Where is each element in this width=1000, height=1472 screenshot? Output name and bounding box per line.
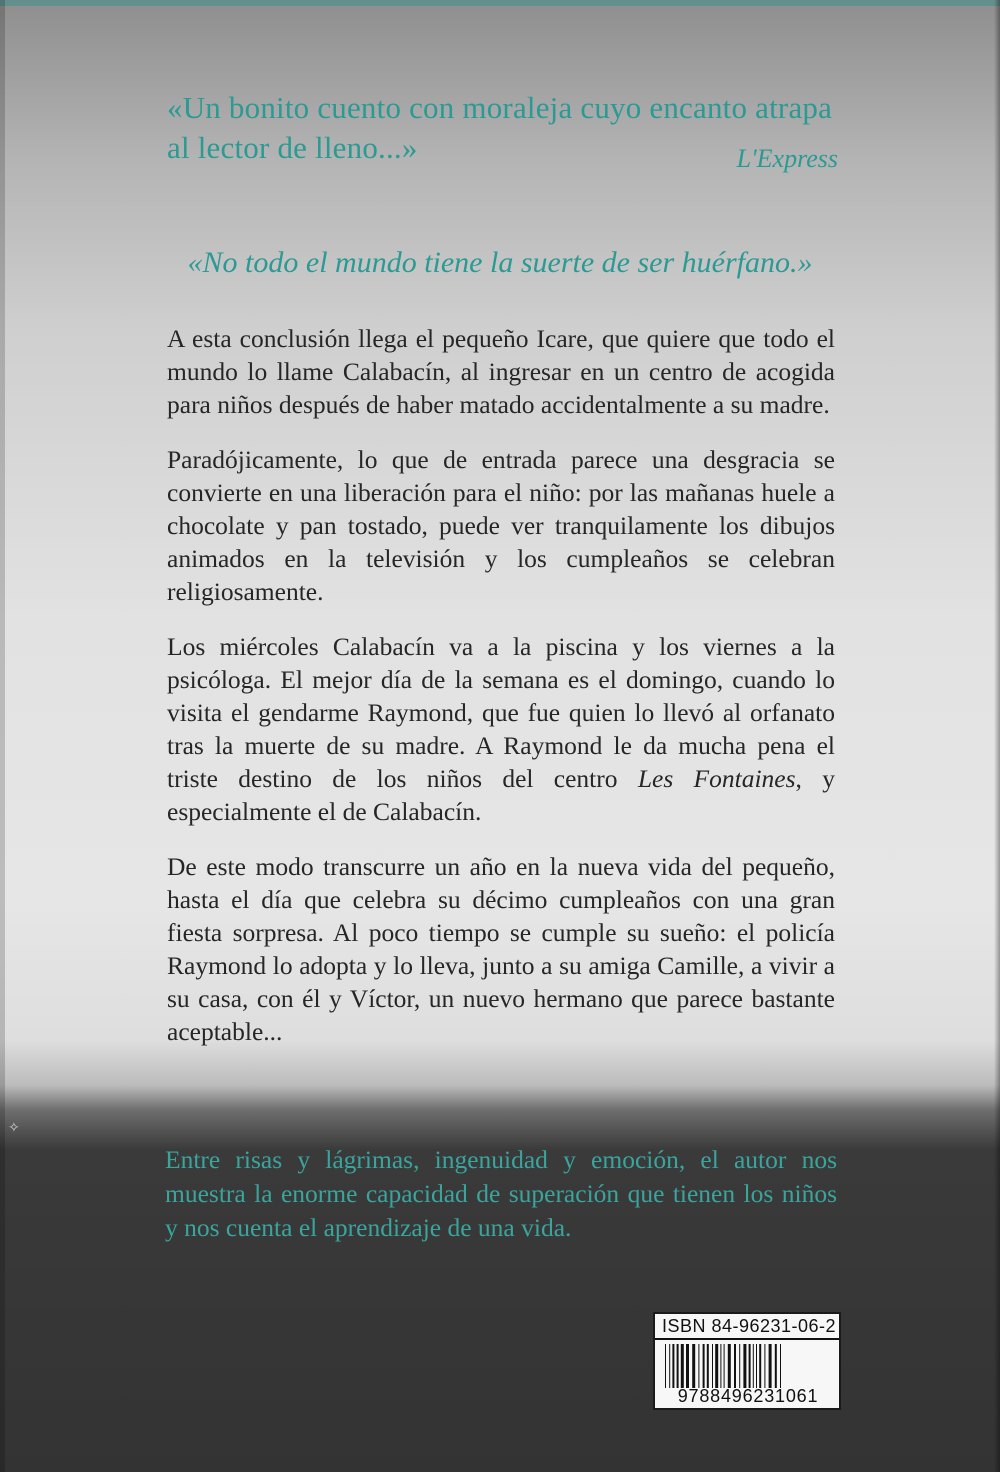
isbn-number: ISBN 84-96231-06-2 <box>661 1316 837 1336</box>
barcode-bar <box>665 1344 666 1388</box>
barcode-bar <box>677 1344 679 1388</box>
barcode-bar <box>724 1344 725 1388</box>
barcode-bar <box>764 1344 765 1388</box>
ean-number: 9788496231061 <box>677 1386 819 1406</box>
barcode-bar <box>669 1344 670 1388</box>
barcode-bar <box>672 1344 674 1388</box>
barcode-bar <box>734 1344 736 1388</box>
barcode-bar <box>759 1344 761 1388</box>
barcode-bar <box>703 1344 705 1388</box>
barcode-bar <box>743 1344 746 1388</box>
cover-right-edge <box>994 0 1000 1472</box>
synopsis-paragraph-4: De este modo transcurre un año en la nueva vida del pequeño, hasta el día que celebra su décimo cumpleaños con una gran fiesta sorpresa. Al poco tiempo se cumple su sueño: el policía Raymond lo adopta y lo lleva, junto a su amiga Camille, a vivir a su casa, con él y Víctor, un nuevo hermano que parece bastante aceptable... <box>167 852 835 1046</box>
barcode-bar <box>720 1344 721 1388</box>
synopsis-paragraph-3 <box>167 630 835 828</box>
barcode-bar <box>756 1344 757 1388</box>
barcode-bar <box>753 1344 754 1388</box>
barcode-bar <box>769 1344 772 1388</box>
barcode-bar <box>692 1344 695 1388</box>
cover-top-edge <box>0 0 1000 6</box>
barcode-bar <box>681 1344 684 1388</box>
barcode-bar <box>749 1344 751 1388</box>
closing-blurb: Entre risas y lágrimas, ingenuidad y emoción, el autor nos muestra la enorme capacidad de superación que tienen los niños y nos cuenta el aprendizaje de una vida. <box>165 1145 837 1242</box>
barcode-label <box>653 1312 841 1410</box>
synopsis-paragraph-2: Paradójicamente, lo que de entrada parece una desgracia se convierte en una liberación para el niño: por las mañanas huele a chocolate y pan tostado, puede ver tranquilamente los dibujos animados en la televisión y los cumpleaños se celebran religiosamente. <box>167 445 835 606</box>
synopsis <box>167 322 835 1048</box>
centre-name: Les Fontaines <box>637 764 796 793</box>
synopsis-paragraph-3-start: Los miércoles Calabacín va a la piscina y los viernes a la psicóloga. El mejor día de la semana es el domingo, cuando lo visita el gendarme Raymond, que fue quien lo llevó al orfanato tras la muerte de su madre. A Raymond le da mucha pena el triste destino de los niños del centro <box>167 632 835 793</box>
barcode-bars <box>663 1344 831 1388</box>
barcode-bar <box>775 1344 777 1388</box>
barcode-bar <box>707 1344 709 1388</box>
tagline-quote: «No todo el mundo tiene la suerte de ser huérfano.» <box>187 246 813 279</box>
cover-left-edge <box>0 0 5 1472</box>
isbn-divider <box>655 1338 839 1340</box>
barcode-bar <box>712 1344 713 1388</box>
press-quote: «Un bonito cuento con moraleja cuyo encanto atrapa al lector de lleno...» <box>167 90 833 165</box>
synopsis-paragraph-1: A esta conclusión llega el pequeño Icare, que quiere que todo el mundo lo llame Calabacín, al ingresar en un centro de acogida para niños después de haber matado accidentalmente a su madre. <box>167 324 835 419</box>
barcode-bar <box>728 1344 731 1388</box>
barcode-bar <box>780 1344 781 1388</box>
barcode-bar <box>715 1344 718 1388</box>
synopsis-paragraph-3-end: , y especialmente el de Calabacín. <box>167 764 835 826</box>
barcode-bar <box>698 1344 699 1388</box>
press-quote-source: L'Express <box>736 144 838 173</box>
scuff-mark-icon: ✧ <box>8 1120 20 1136</box>
barcode-bar <box>739 1344 740 1388</box>
barcode-bar <box>686 1344 689 1388</box>
